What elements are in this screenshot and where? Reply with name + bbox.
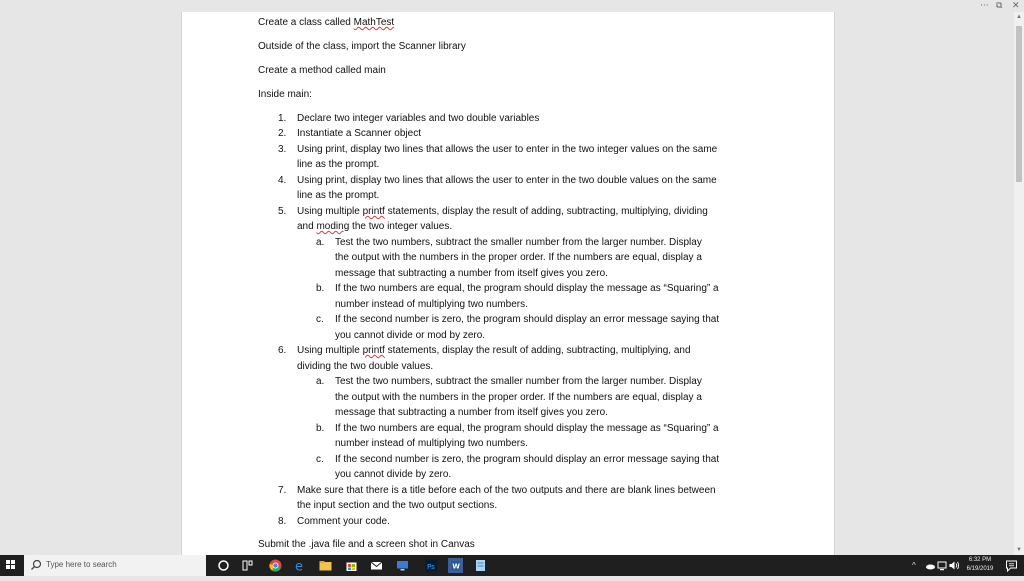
list-item-6a-line-2: the output with the numbers in the proper order. If the numbers are equal, display a	[335, 392, 702, 403]
list-marker-7: 7.	[278, 485, 287, 496]
list-item-text: statements, display the result of adding, subtracting, multiplying, dividing	[384, 206, 708, 217]
word-icon[interactable]	[448, 558, 463, 573]
list-item-3-line-1: Using print, display two lines that allows the user to enter in the two integer values on the same	[297, 144, 718, 155]
moding-term: moding	[316, 221, 350, 232]
photoshop-icon[interactable]	[424, 558, 439, 573]
vertical-scrollbar[interactable]	[1014, 12, 1024, 555]
clock-time: 6:32 PM	[968, 557, 992, 563]
list-item-text: Using multiple	[297, 206, 363, 217]
printf-term: printf	[362, 345, 385, 356]
paragraph-create-main: Create a method called main	[258, 65, 386, 76]
list-item-1-text: Declare two integer variables and two double variables	[297, 113, 540, 124]
list-item-6-line-1	[297, 345, 691, 357]
close-window-button[interactable]: ✕	[1012, 1, 1020, 11]
taskbar	[0, 555, 1024, 576]
list-item-5b-line-1: If the two numbers are equal, the program should display the message as “Squaring” a	[335, 283, 719, 294]
list-item-5c-line-1: If the second number is zero, the program should display an error message saying that	[335, 314, 720, 325]
store-icon[interactable]	[344, 558, 359, 573]
list-item-3-line-2: line as the prompt.	[297, 159, 380, 170]
task-view-icon[interactable]	[240, 558, 255, 573]
search-icon	[30, 559, 42, 571]
list-item-6-line-2: dividing the two double values.	[297, 361, 434, 372]
list-marker-5b: b.	[316, 283, 325, 294]
list-item-text: Using multiple	[297, 345, 363, 356]
list-item-6c-line-2: you cannot divide by zero.	[335, 469, 452, 480]
scroll-down-icon[interactable]: ▼	[1016, 547, 1022, 553]
list-marker-1: 1.	[278, 113, 287, 124]
more-options-button[interactable]: ···	[980, 1, 989, 11]
document-page[interactable]	[181, 12, 835, 555]
list-item-4-line-2: line as the prompt.	[297, 190, 380, 201]
list-marker-6: 6.	[278, 345, 287, 356]
mail-icon[interactable]	[369, 558, 384, 573]
list-item-7-line-1: Make sure that there is a title before each of the two outputs and there are blank lines between	[297, 485, 716, 496]
notepad-icon[interactable]	[473, 558, 488, 573]
paragraph-import-scanner: Outside of the class, import the Scanner library	[258, 41, 466, 52]
system-clock[interactable]	[960, 556, 1000, 574]
document-canvas	[0, 12, 1014, 555]
list-marker-4: 4.	[278, 175, 287, 186]
list-marker-6a: a.	[316, 376, 325, 387]
clock-date: 6/19/2019	[966, 566, 994, 572]
list-item-5-line-1	[297, 206, 708, 218]
list-item-7-line-2: the input section and the two output sections.	[297, 500, 498, 511]
list-item-text: statements, display the result of adding, subtracting, multiplying, and	[384, 345, 691, 356]
paragraph-inside-main: Inside main:	[258, 89, 312, 100]
svg-text:W: W	[452, 562, 461, 571]
tray-overflow-chevron[interactable]: ^	[912, 561, 916, 570]
list-item-6a-line-3: message that subtracting a number from itself gives you zero.	[335, 407, 608, 418]
remote-desktop-icon[interactable]	[395, 558, 410, 573]
list-marker-2: 2.	[278, 128, 287, 139]
window-title-bar	[0, 0, 1024, 12]
list-item-8-text: Comment your code.	[297, 516, 390, 527]
list-item-text: and	[297, 221, 317, 232]
cortana-icon[interactable]	[216, 558, 231, 573]
printf-term: printf	[362, 206, 385, 217]
restore-window-button[interactable]: ⧉	[996, 1, 1003, 11]
list-item-5c-line-2: you cannot divide or mod by zero.	[335, 330, 486, 341]
paragraph-create-class	[258, 17, 394, 29]
action-center-icon[interactable]	[1004, 558, 1019, 573]
chrome-icon[interactable]	[268, 558, 283, 573]
list-marker-8: 8.	[278, 516, 287, 527]
list-item-2-text: Instantiate a Scanner object	[297, 128, 421, 139]
svg-text:e: e	[295, 559, 303, 573]
list-marker-3: 3.	[278, 144, 287, 155]
paragraph-text: Create a class called	[258, 17, 354, 28]
list-marker-6c: c.	[316, 454, 324, 465]
list-item-4-line-1: Using print, display two lines that allows the user to enter in the two double values on the same	[297, 175, 717, 186]
svg-text:Ps: Ps	[427, 563, 435, 571]
list-marker-5: 5.	[278, 206, 287, 217]
list-item-6b-line-2: number instead of multiplying two numbers.	[335, 438, 528, 449]
list-item-5b-line-2: number instead of multiplying two numbers.	[335, 299, 528, 310]
class-name-term: MathTest	[353, 17, 395, 28]
windows-logo-icon	[0, 555, 22, 576]
list-marker-6b: b.	[316, 423, 325, 434]
search-placeholder: Type here to search	[46, 560, 117, 569]
list-marker-5c: c.	[316, 314, 324, 325]
start-button[interactable]	[0, 555, 22, 576]
taskbar-search-box[interactable]	[24, 555, 206, 576]
list-item-5a-line-3: message that subtracting a number from itself gives you zero.	[335, 268, 608, 279]
scrollbar-thumb[interactable]	[1016, 26, 1022, 182]
list-item-5-line-2	[297, 221, 452, 233]
list-marker-5a: a.	[316, 237, 325, 248]
paragraph-submit: Submit the .java file and a screen shot in Canvas	[258, 539, 475, 550]
file-explorer-icon[interactable]	[318, 558, 333, 573]
list-item-6b-line-1: If the two numbers are equal, the program should display the message as “Squaring” a	[335, 423, 719, 434]
list-item-5a-line-2: the output with the numbers in the proper order. If the numbers are equal, display a	[335, 252, 702, 263]
list-item-text: the two integer values.	[349, 221, 453, 232]
list-item-6a-line-1: Test the two numbers, subtract the smaller number from the larger number. Display	[335, 376, 702, 387]
list-item-6c-line-1: If the second number is zero, the program should display an error message saying that	[335, 454, 720, 465]
scroll-up-icon[interactable]: ▲	[1016, 14, 1022, 20]
list-item-5a-line-1: Test the two numbers, subtract the smaller number from the larger number. Display	[335, 237, 702, 248]
edge-icon[interactable]	[293, 558, 308, 573]
